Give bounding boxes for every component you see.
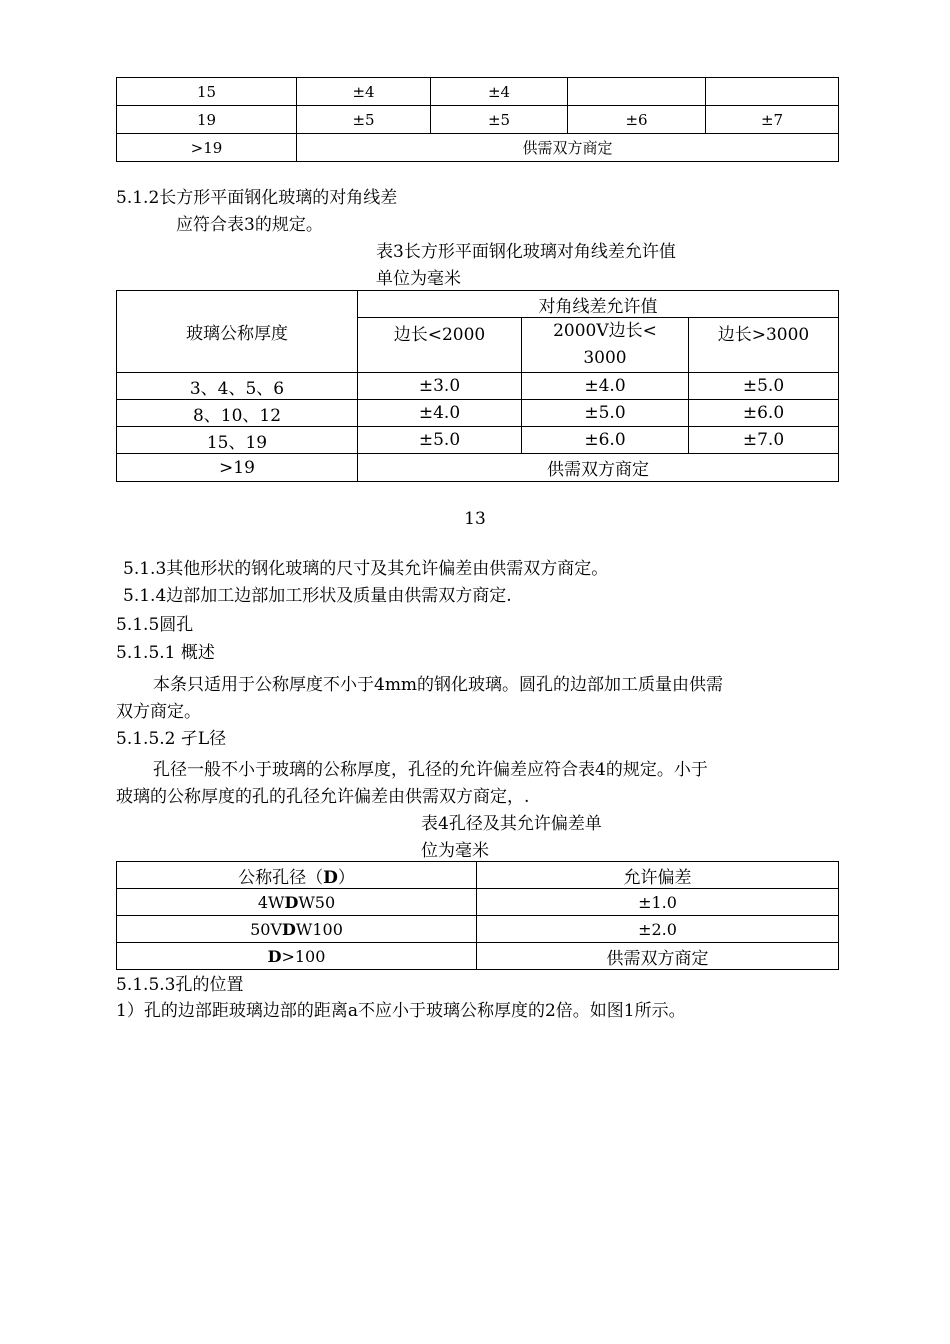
header-text: 公称孔径（ <box>238 867 324 888</box>
table-cell: ±7.0 <box>689 427 839 454</box>
table-header-row <box>117 862 839 889</box>
table-cell: ±4 <box>297 78 431 106</box>
header-diagonal-tolerance: 对角线差允许值 <box>358 291 839 318</box>
header-line: 2000V边长< <box>553 321 657 341</box>
table-3-unit: 单位为毫米 <box>376 269 461 289</box>
table-cell: ±3.0 <box>358 373 522 400</box>
header-side-lt-2000: 边长<2000 <box>358 318 522 373</box>
header-text: ） <box>337 867 355 888</box>
cell-text: W50 <box>298 892 336 912</box>
header-line: 3000 <box>583 348 627 368</box>
table-row <box>117 916 839 943</box>
cell-text: 50V <box>250 919 283 939</box>
section-5-1-5-2: 5.1.5.2 孑L径 <box>116 729 227 749</box>
section-5-1-5: 5.1.5圆孔 <box>116 615 194 635</box>
cell-symbol: D <box>282 919 296 939</box>
table-cell: ±2.0 <box>477 916 839 943</box>
paragraph-line: 孔径一般不小于玻璃的公称厚度，孔径的允许偏差应符合表4的规定。小于 <box>153 760 708 780</box>
table-cell <box>706 78 839 106</box>
table-row <box>117 106 839 134</box>
table-cell: 15 <box>117 78 297 106</box>
table-row <box>117 454 839 482</box>
header-side-2000-3000 <box>522 318 689 373</box>
paragraph-line: 1）孔的边部距玻璃边部的距离a不应小于玻璃公称厚度的2倍。如图1所示。 <box>116 1001 686 1021</box>
cell-text: >100 <box>281 946 326 966</box>
table-cell <box>117 916 477 943</box>
section-5-1-5-3: 5.1.5.3孔的位置 <box>116 975 244 995</box>
paragraph-line: 双方商定。 <box>116 702 201 722</box>
table-cell: 3、4、5、6 <box>117 373 358 400</box>
header-nominal-diameter <box>117 862 477 889</box>
table-cell: ±4 <box>431 78 568 106</box>
table-cell: ±1.0 <box>477 889 839 916</box>
section-5-1-4: 5.1.4边部加工边部加工形状及质量由供需双方商定. <box>123 586 512 606</box>
cell-symbol: D <box>267 946 282 966</box>
paragraph-line: 玻璃的公称厚度的孔的孔径允许偏差由供需双方商定，. <box>116 787 530 807</box>
table-cell <box>117 943 477 970</box>
table-cell: ±5 <box>297 106 431 134</box>
cell-text: 4W <box>257 892 285 912</box>
table-cell: ±4.0 <box>358 400 522 427</box>
section-5-1-3: 5.1.3其他形状的钢化玻璃的尺寸及其允许偏差由供需双方商定。 <box>123 559 609 579</box>
table-cell: ±6.0 <box>522 427 689 454</box>
table-row <box>117 134 839 162</box>
section-5-1-5-1: 5.1.5.1 概述 <box>116 643 215 663</box>
table-row <box>117 943 839 970</box>
table-cell: 供需双方商定 <box>297 134 839 162</box>
table-header-row <box>117 291 839 318</box>
table-cell <box>117 889 477 916</box>
table-4-caption: 表4孔径及其允许偏差单 <box>421 814 602 834</box>
paragraph-line: 本条只适用于公称厚度不小于4mm的钢化玻璃。圆孔的边部加工质量由供需 <box>153 675 724 695</box>
table-cell: >19 <box>117 454 358 482</box>
table-row <box>117 78 839 106</box>
header-symbol: D <box>323 867 338 888</box>
table-cell: ±4.0 <box>522 373 689 400</box>
cell-symbol: D <box>284 892 299 912</box>
header-tolerance: 允许偏差 <box>477 862 839 889</box>
table-cell: 供需双方商定 <box>477 943 839 970</box>
table-row <box>117 400 839 427</box>
cell-text: W100 <box>295 919 343 939</box>
table-cell: 供需双方商定 <box>358 454 839 482</box>
table-4 <box>116 861 839 970</box>
section-text-5-1-2: 应符合表3的规定。 <box>176 215 323 235</box>
table-cell: ±5.0 <box>689 373 839 400</box>
table-cell: ±5.0 <box>522 400 689 427</box>
table-cell: 15、19 <box>117 427 358 454</box>
table-row <box>117 373 839 400</box>
table-3 <box>116 290 839 482</box>
header-thickness: 玻璃公称厚度 <box>117 291 358 373</box>
table-4-unit: 位为毫米 <box>421 841 489 861</box>
table-1 <box>116 77 839 162</box>
table-cell: ±5.0 <box>358 427 522 454</box>
section-heading-5-1-2: 5.1.2长方形平面钢化玻璃的对角线差 <box>116 188 398 208</box>
table-cell: >19 <box>117 134 297 162</box>
table-cell: ±5 <box>431 106 568 134</box>
page-number: 13 <box>464 509 486 529</box>
table-cell: 8、10、12 <box>117 400 358 427</box>
table-cell: 19 <box>117 106 297 134</box>
table-3-caption: 表3长方形平面钢化玻璃对角线差允许值 <box>376 242 676 262</box>
table-cell: ±7 <box>706 106 839 134</box>
table-row <box>117 889 839 916</box>
table-cell: ±6.0 <box>689 400 839 427</box>
header-side-gt-3000: 边长>3000 <box>689 318 839 373</box>
table-cell: ±6 <box>568 106 706 134</box>
table-cell <box>568 78 706 106</box>
table-row <box>117 427 839 454</box>
